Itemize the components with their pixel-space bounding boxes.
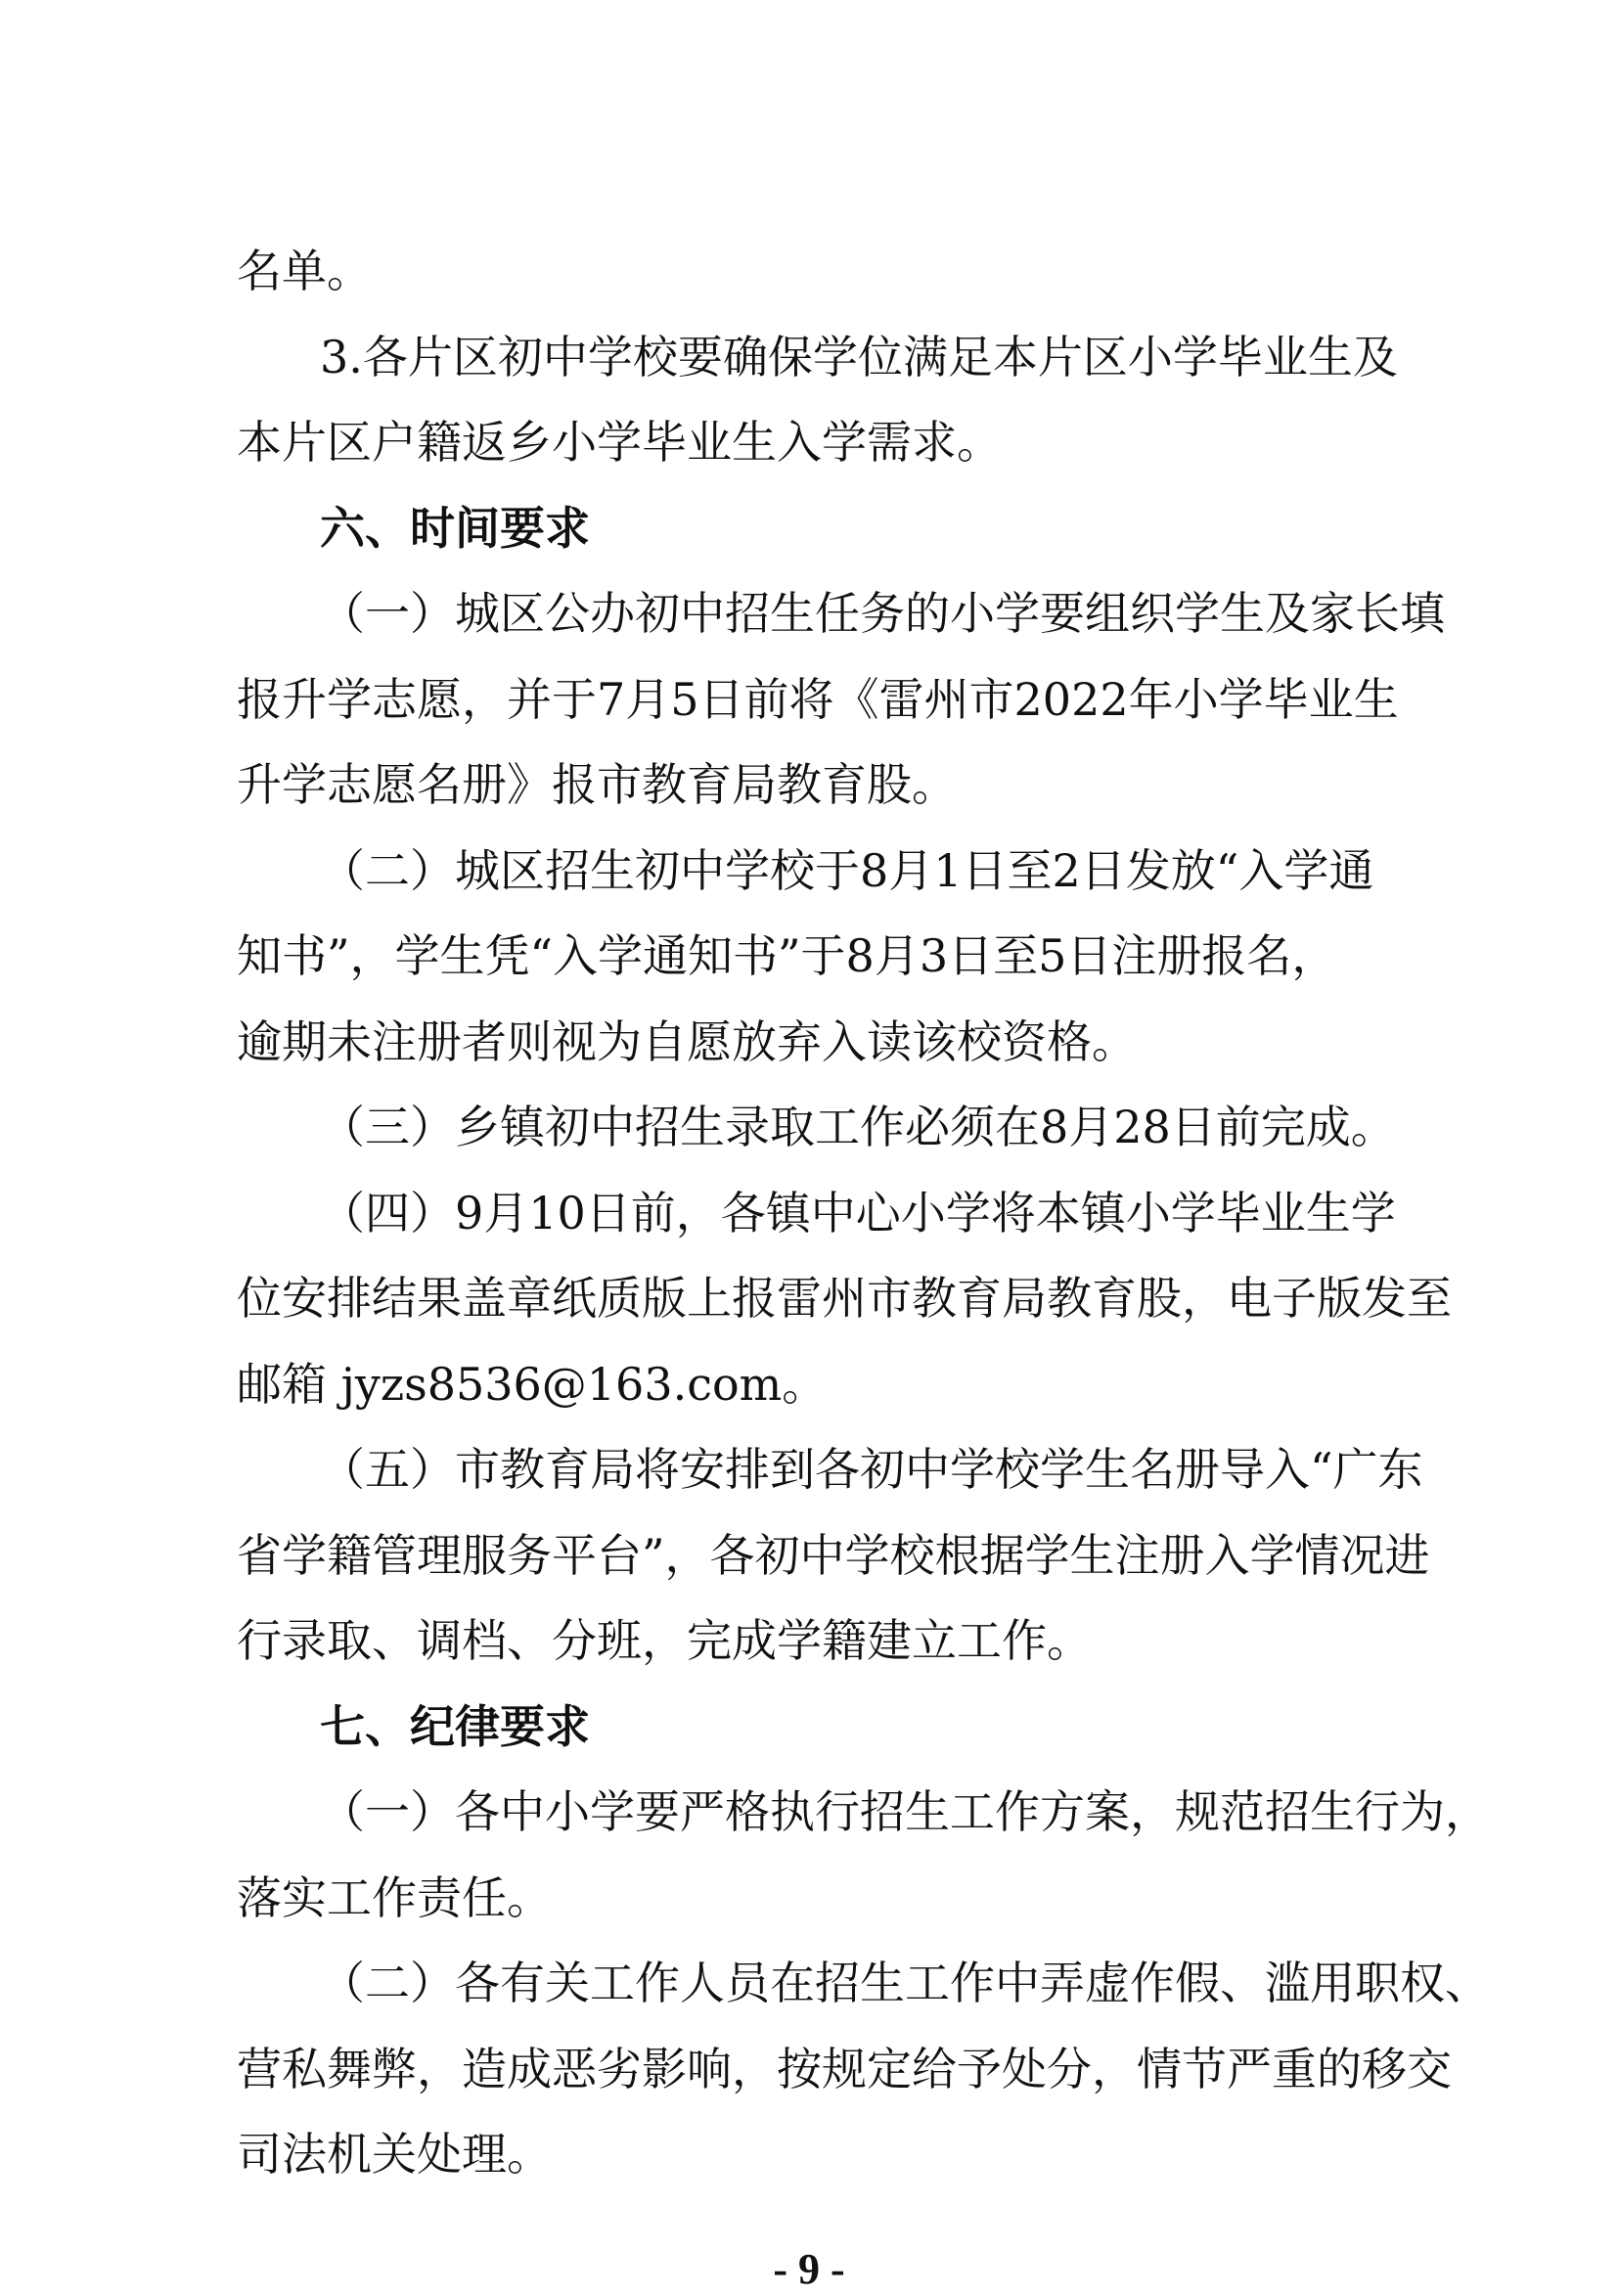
text-line: [0, 584, 1618, 643]
section-heading: [0, 1697, 1618, 1756]
text-line-content: 落实工作责任。: [237, 1871, 552, 1924]
text-line: [0, 1526, 1618, 1585]
text-line: [0, 1611, 1618, 1670]
text-line-content: （一）城区公办初中招生任务的小学要组织学生及家长填: [320, 587, 1445, 640]
text-line-content: 逾期未注册者则视为自愿放弃入读该校资格。: [237, 1015, 1137, 1068]
text-line-content: 营私舞弊，造成恶劣影响，按规定给予处分，情节严重的移交: [237, 2043, 1452, 2095]
text-line-content: 位安排结果盖章纸质版上报雷州市教育局教育股，电子版发至: [237, 1272, 1452, 1325]
text-line: [0, 841, 1618, 900]
text-line: [0, 1013, 1618, 1071]
text-line: [0, 1954, 1618, 2012]
text-line-content: 司法机关处理。: [237, 2128, 552, 2181]
text-line: [0, 670, 1618, 729]
section-heading-text: 六、时间要求: [320, 502, 590, 555]
text-line-content: （二）城区招生初中学校于8月1日至2日发放“入学通: [320, 844, 1374, 897]
text-line: [0, 1782, 1618, 1841]
text-line: [0, 1868, 1618, 1927]
text-line: [0, 328, 1618, 386]
text-line: [0, 2125, 1618, 2183]
text-line-content: （一）各中小学要严格执行招生工作方案，规范招生行为，: [320, 1785, 1490, 1838]
text-line-content: 省学籍管理服务平台”，各初中学校根据学生注册入学情况进: [237, 1529, 1430, 1582]
text-line: [0, 755, 1618, 814]
text-line-content: 本片区户籍返乡小学毕业生入学需求。: [237, 416, 1002, 469]
text-line-content: 邮箱 jyzs8536@163.com。: [237, 1358, 828, 1411]
page-number: - 9 -: [773, 2245, 845, 2293]
text-line-content: （二）各有关工作人员在招生工作中弄虚作假、滥用职权、: [320, 1957, 1490, 2009]
text-line-content: 行录取、调档、分班，完成学籍建立工作。: [237, 1614, 1092, 1667]
text-line: [0, 1098, 1618, 1156]
text-line-content: （三）乡镇初中招生录取工作必须在8月28日前完成。: [320, 1101, 1396, 1153]
text-line-content: （四）9月10日前，各镇中心小学将本镇小学毕业生学: [320, 1187, 1396, 1239]
text-line-content: 知书”，学生凭“入学通知书”于8月3日至5日注册报名，: [237, 929, 1337, 982]
text-line: [0, 926, 1618, 985]
text-line-content: 报升学志愿，并于7月5日前将《雷州市2022年小学毕业生: [237, 673, 1399, 726]
text-line-content: 3.各片区初中学校要确保学位满足本片区小学毕业生及: [320, 331, 1398, 383]
text-line: [0, 242, 1618, 300]
text-line: [0, 1355, 1618, 1414]
text-line-content: 名单。: [237, 245, 372, 297]
text-line: [0, 413, 1618, 472]
text-line-content: （五）市教育局将安排到各初中学校学生名册导入“广东: [320, 1443, 1423, 1496]
text-line-content: 升学志愿名册》报市教育局教育股。: [237, 758, 957, 811]
text-line: [0, 1184, 1618, 1242]
text-line: [0, 1440, 1618, 1499]
text-line: [0, 1269, 1618, 1328]
text-line: [0, 2040, 1618, 2098]
section-heading-text: 七、纪律要求: [320, 1700, 590, 1753]
section-heading: [0, 499, 1618, 558]
